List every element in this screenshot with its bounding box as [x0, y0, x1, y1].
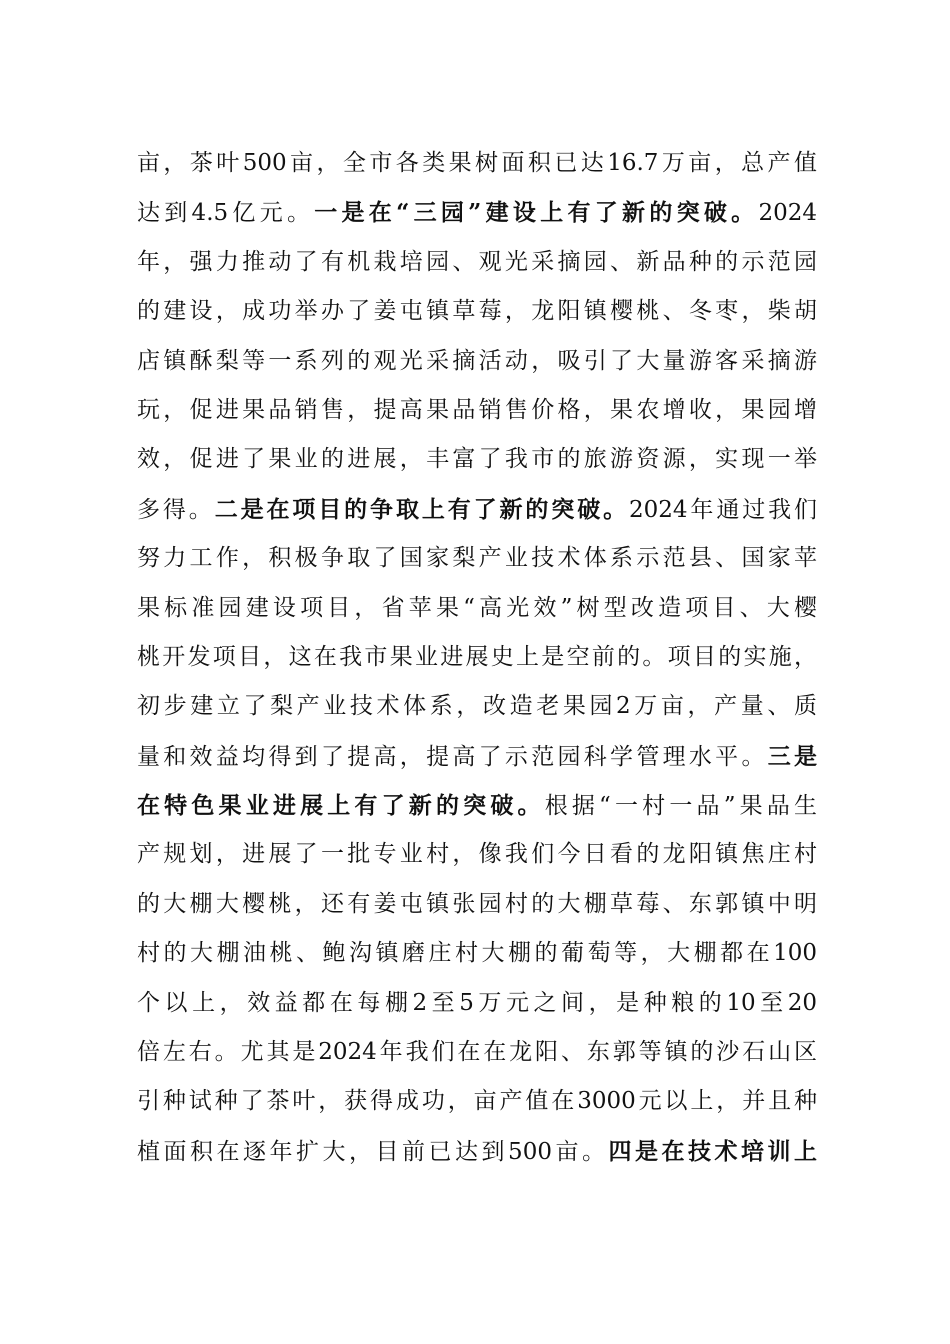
- bold-heading-text: 在特色果业进展上有了新的突破。: [137, 792, 545, 820]
- body-text-segment: 达到4.5亿元。: [137, 200, 315, 227]
- bold-heading-text: 四是在技术培训上: [608, 1137, 817, 1165]
- body-text-segment: 初步建立了梨产业技术体系，改造老果园2万亩，产量、质: [137, 693, 817, 720]
- text-line: [137, 238, 817, 287]
- text-line: [137, 386, 817, 435]
- text-line: [137, 830, 817, 879]
- body-text-segment: 根据“一村一品”果品生: [544, 793, 817, 820]
- body-text-segment: 量和效益均得到了提高，提高了示范园科学管理水平。: [137, 743, 768, 770]
- text-line: [137, 781, 817, 830]
- text-line: [137, 979, 817, 1028]
- text-line: [137, 139, 817, 188]
- bold-heading-text: 三是: [767, 742, 818, 770]
- body-text-segment: 年，强力推动了有机栽培园、观光采摘园、新品种的示范园: [137, 248, 817, 275]
- body-text-segment: 个以上，效益都在每棚2至5万元之间，是种粮的10至20: [137, 989, 817, 1016]
- text-line: [137, 534, 817, 583]
- body-text-segment: 亩，茶叶500亩，全市各类果树面积已达16.7万亩，总产值: [137, 150, 817, 176]
- text-line: [137, 929, 817, 978]
- body-text-segment: 果标准园建设项目，省苹果“高光效”树型改造项目、大樱: [137, 594, 817, 621]
- body-text: [137, 139, 817, 1176]
- text-line: [137, 1028, 817, 1077]
- text-line: [137, 584, 817, 633]
- body-text-segment: 努力工作，积极争取了国家梨产业技术体系示范县、国家苹: [137, 545, 817, 572]
- text-line: [137, 682, 817, 731]
- text-line: [137, 485, 817, 534]
- body-text-segment: 效，促进了果业的进展，丰富了我市的旅游资源，实现一举: [137, 446, 817, 473]
- bold-heading-text: 一是在“三园”建设上有了新的突破。: [314, 199, 759, 227]
- text-line: [137, 1077, 817, 1126]
- body-text-segment: 的大棚大樱桃，还有姜屯镇张园村的大棚草莓、东郭镇中明: [137, 890, 817, 917]
- text-line: [137, 1127, 817, 1176]
- text-line: [137, 435, 817, 484]
- text-line: [137, 633, 817, 682]
- body-text-segment: 植面积在逐年扩大，目前已达到500亩。: [137, 1138, 609, 1165]
- body-text-segment: 引种试种了茶叶，获得成功，亩产值在3000元以上，并且种: [137, 1088, 817, 1115]
- text-line: [137, 337, 817, 386]
- body-text-segment: 多得。: [137, 496, 215, 523]
- text-line: [137, 732, 817, 781]
- body-text-segment: 倍左右。尤其是2024年我们在在龙阳、东郭等镇的沙石山区: [137, 1039, 817, 1066]
- bold-heading-text: 二是在项目的争取上有了新的突破。: [214, 495, 629, 523]
- body-text-segment: 2024: [758, 200, 817, 227]
- text-line: [137, 188, 817, 237]
- text-line: [137, 880, 817, 929]
- body-text-segment: 玩，促进果品销售，提高果品销售价格，果农增收，果园增: [137, 396, 817, 423]
- body-text-segment: 2024年通过我们: [629, 496, 818, 523]
- body-text-segment: 桃开发项目，这在我市果业进展史上是空前的。项目的实施，: [137, 643, 817, 670]
- body-text-segment: 产规划，进展了一批专业村，像我们今日看的龙阳镇焦庄村: [137, 841, 817, 868]
- body-text-segment: 店镇酥梨等一系列的观光采摘活动，吸引了大量游客采摘游: [137, 347, 817, 374]
- body-text-segment: 村的大棚油桃、鲍沟镇磨庄村大棚的葡萄等，大棚都在100: [137, 940, 817, 967]
- text-line: [137, 287, 817, 336]
- body-text-segment: 的建设，成功举办了姜屯镇草莓，龙阳镇樱桃、冬枣，柴胡: [137, 298, 817, 325]
